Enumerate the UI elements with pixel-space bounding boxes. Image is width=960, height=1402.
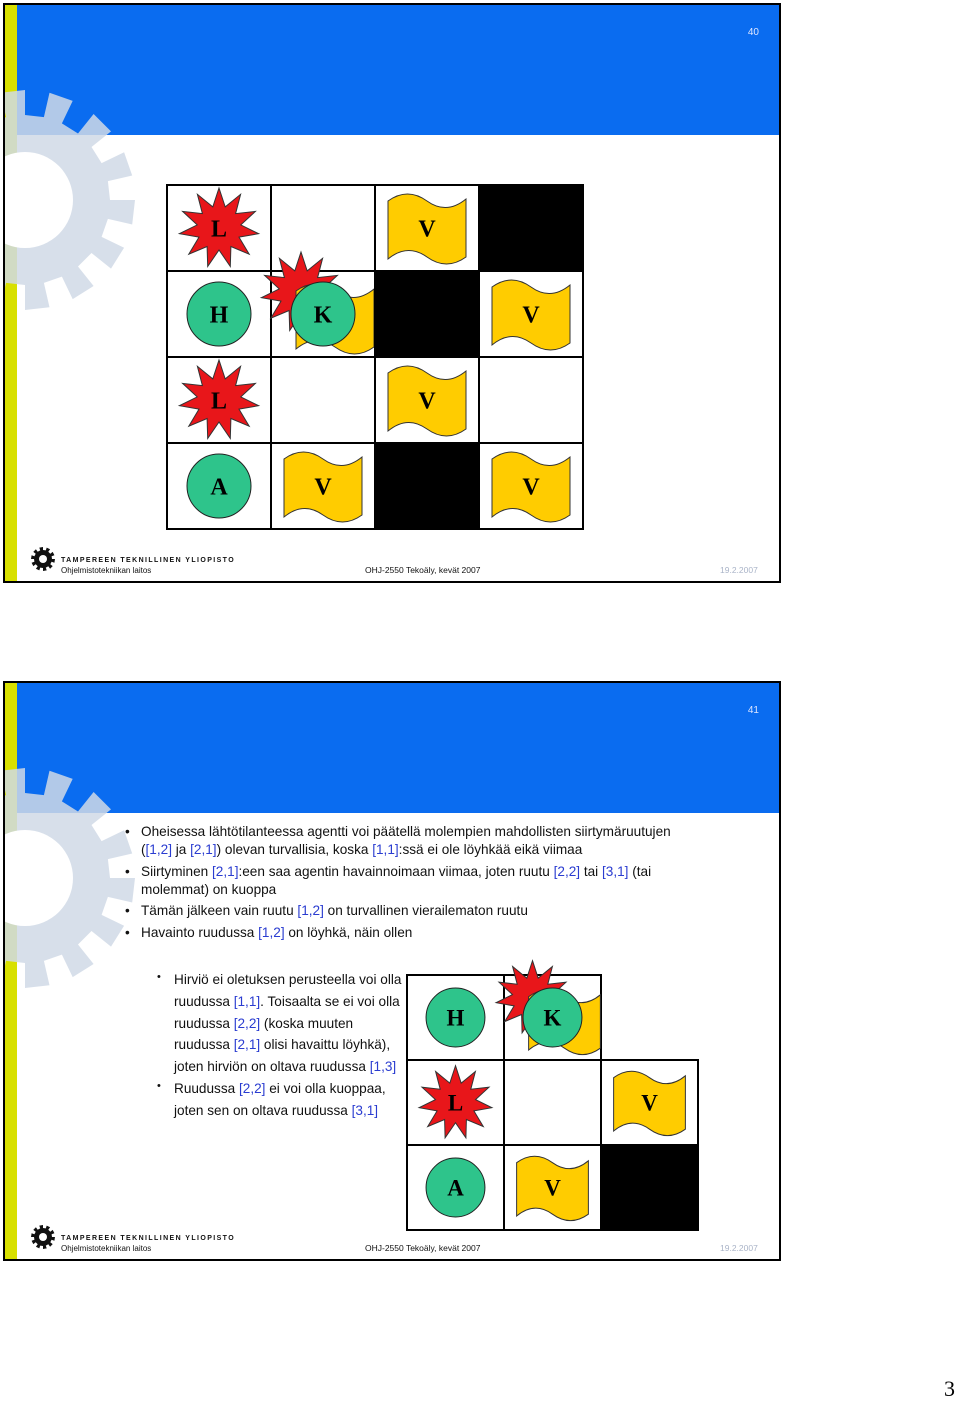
grid-cell [167,185,271,271]
slide-number: 41 [747,705,759,716]
grid-cell [504,1060,601,1145]
text-run: Havainto ruudussa [141,924,259,940]
text-run: . Toisaalta se ei voi olla ruudussa [174,993,400,1031]
text-run: Siirtyminen [141,863,213,879]
grid-cell [375,357,479,443]
cell-reference: [2,1] [190,842,217,858]
cell-reference: [2,2] [553,863,581,879]
text-run: Ruudussa [174,1080,239,1096]
cell-letter: V [418,388,436,415]
cell-letter: V [314,474,332,501]
cell-reference: [1,2] [258,924,285,940]
grid-cell [496,961,601,1060]
grid-cell [167,357,271,443]
cell-letter: L [210,388,228,415]
grid-cell [375,271,479,357]
wumpus-grid [5,5,781,583]
cell-letter: V [522,474,540,501]
grid-cell [167,443,271,529]
text-run: ja [171,842,191,858]
cell-letter: H [446,1005,465,1031]
grid-cell [601,1060,698,1145]
text-run: Hirviö ei oletuksen perusteella voi olla ruudussa [174,972,402,1009]
grid-cell [479,357,583,443]
slide-number: 40 [747,27,759,38]
slide-date: 19.2.2007 [720,1243,758,1253]
grid-cell [167,271,271,357]
cell-reference: [1,3] [369,1059,397,1074]
grid-cell [375,185,479,271]
slide-41 [3,681,781,1261]
university-name: TAMPEREEN TEKNILLINEN YLIOPISTO [61,557,236,564]
grid-cell [601,1145,698,1230]
cell-reference: [1,2] [297,903,324,919]
text-run: (tai molemmat) on kuoppa [141,863,652,898]
cell-letter: V [641,1090,658,1116]
cell-letter: H [209,302,229,329]
text-run: on löyhkä, näin ollen [284,924,413,940]
cell-letter: V [544,1175,561,1201]
cell-reference: [3,1] [601,863,629,879]
grid-cell [271,357,375,443]
cell-reference: [2,2] [233,1015,261,1031]
university-logo-icon [30,546,56,572]
text-run: on turvallinen vierailematon ruutu [323,903,528,919]
cell-letter: V [522,302,540,329]
text-run: ) olevan turvallisia, koska [216,842,373,858]
course-name: OHJ-2550 Tekoäly, kevät 2007 [365,1243,481,1253]
grid-cell [479,185,583,271]
grid-cell [375,443,479,529]
cell-reference: [1,2] [145,842,172,858]
text-run: :ssä ei ole löyhkää eikä viimaa [398,842,583,858]
page-number: 3 [944,1376,955,1401]
grid-cell [407,1145,504,1230]
text-run: Tämän jälkeen vain ruutu [141,903,298,919]
grid-cell [271,443,375,529]
university-name: TAMPEREEN TEKNILLINEN YLIOPISTO [61,1235,236,1242]
university-logo-icon [30,1224,56,1250]
text-run: olisi havaittu löyhkä), joten hirviön on oltava ruudussa [174,1037,391,1074]
cell-reference: [1,1] [233,993,261,1009]
text-run: tai [580,863,602,879]
cell-letter: V [418,216,436,243]
slide-date: 19.2.2007 [720,565,758,575]
cell-reference: [2,2] [239,1080,266,1096]
cell-letter: A [210,474,228,501]
grid-cell [407,1060,504,1145]
department-name: Ohjelmistotekniikan laitos [61,566,152,575]
cell-letter: K [313,302,333,329]
text-run: (koska muuten ruudussa [174,1015,354,1053]
grid-cell [504,1145,601,1230]
course-name: OHJ-2550 Tekoäly, kevät 2007 [365,565,481,575]
cell-letter: L [447,1090,464,1116]
slide-40 [3,3,781,583]
grid-cell [479,443,583,529]
department-name: Ohjelmistotekniikan laitos [61,1244,152,1253]
text-run: ei voi olla kuoppaa, joten sen on oltava ruudussa [174,1080,386,1118]
text-run: Oheisessa lähtötilanteessa agentti voi päätellä molempien mahdollisten siirtymäruutujen ( [141,824,671,858]
wumpus-grid [5,683,781,1261]
cell-letter: L [210,216,228,243]
cell-reference: [2,1] [212,863,239,879]
grid-cell [479,271,583,357]
text-run: :een saa agentin havainnoimaan viimaa, joten ruutu [238,863,554,879]
cell-reference: [3,1] [351,1102,379,1118]
cell-reference: [1,1] [372,842,399,858]
cell-letter: A [447,1175,464,1201]
grid-cell [407,975,504,1060]
cell-letter: K [543,1005,562,1031]
cell-reference: [2,1] [233,1037,261,1053]
